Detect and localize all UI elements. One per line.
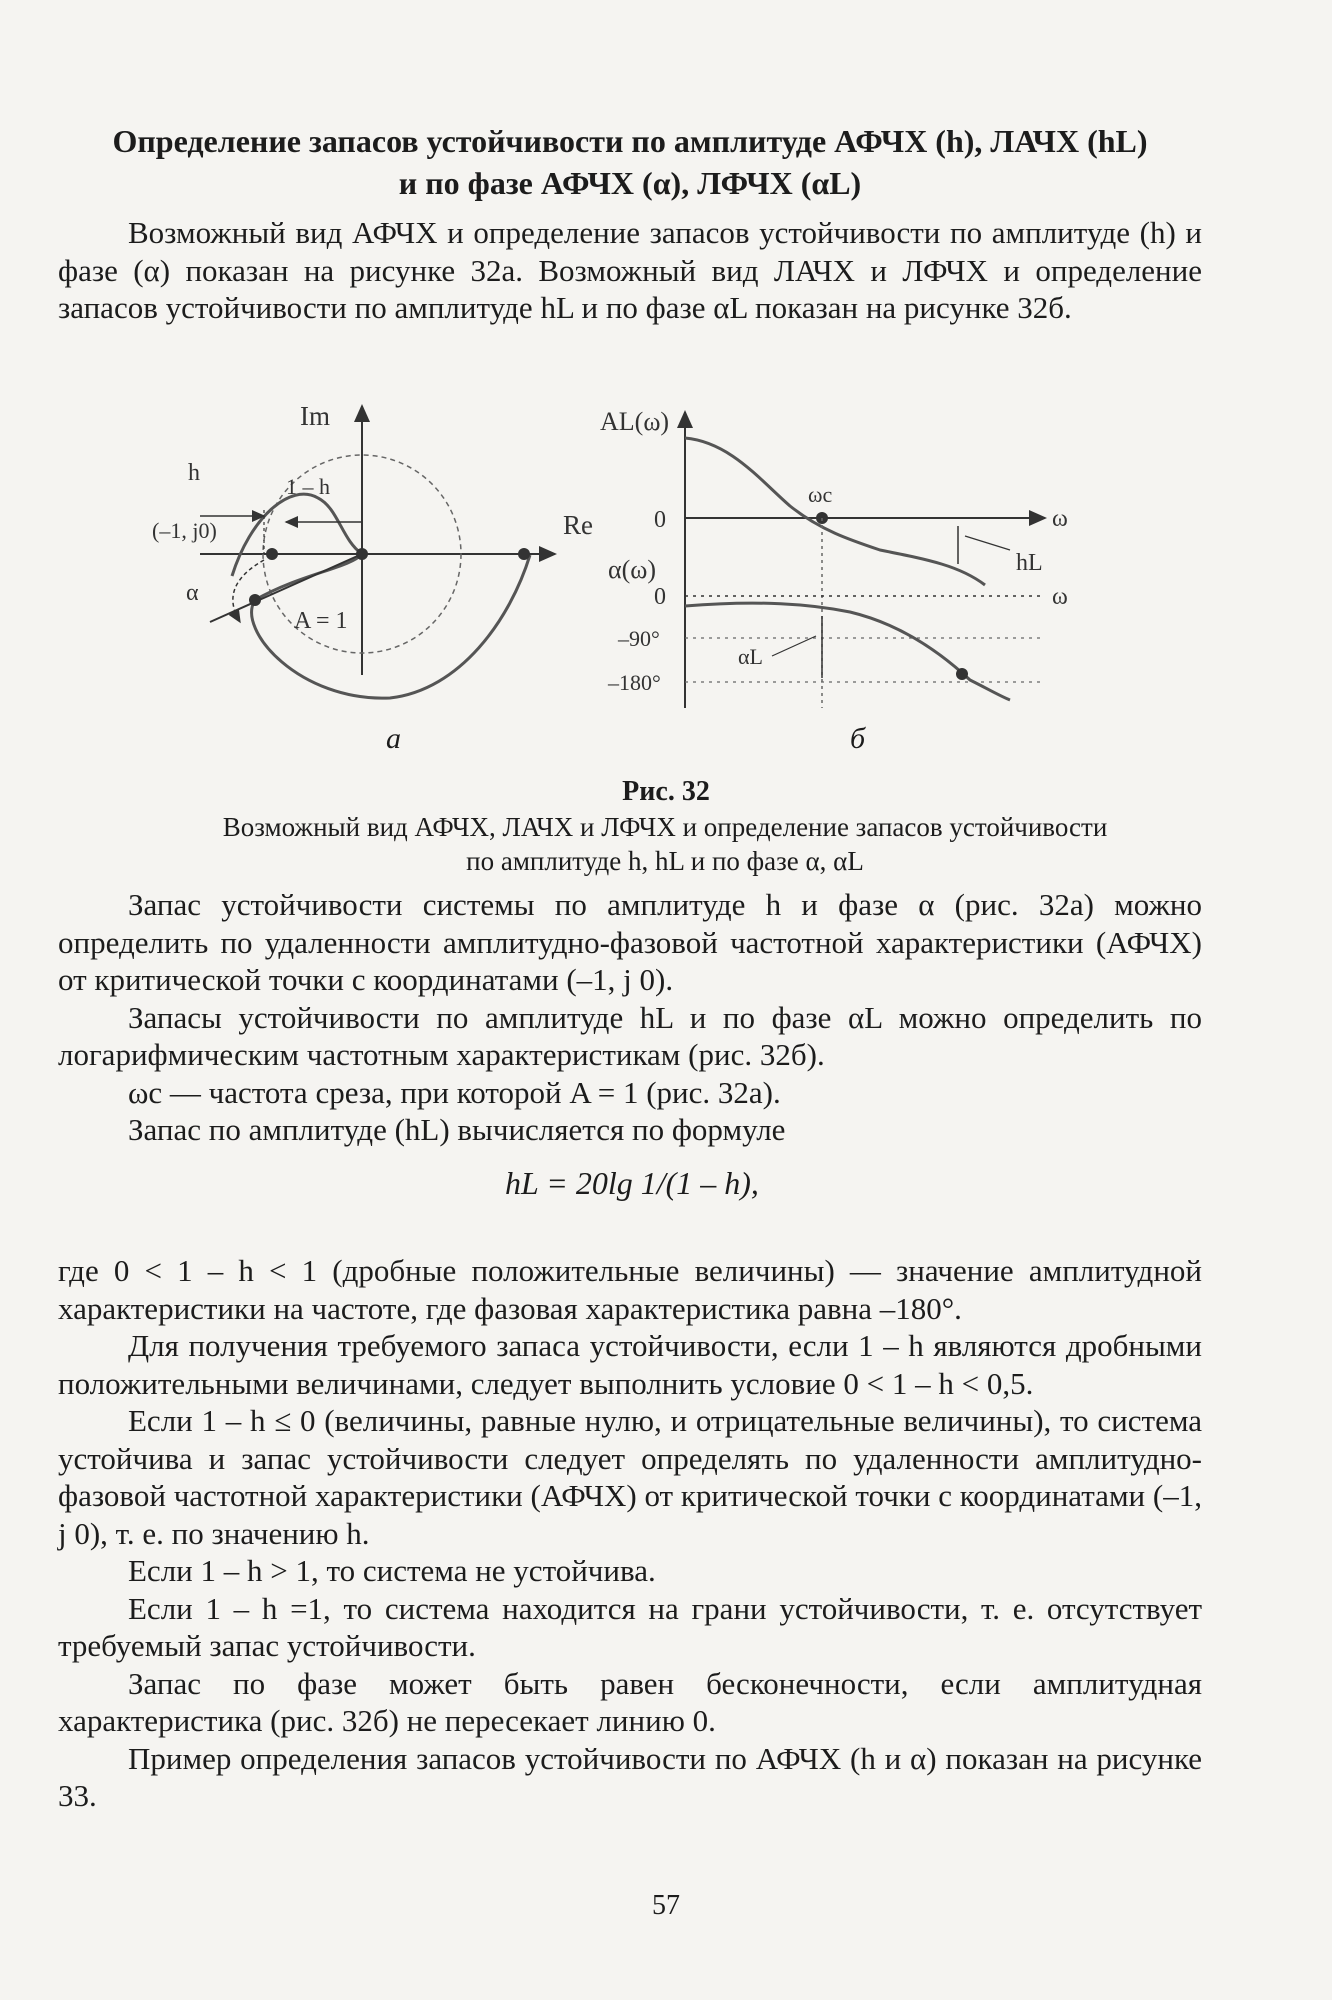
amplitude-curve xyxy=(685,438,985,585)
formula: hL = 20lg 1/(1 – h), xyxy=(505,1165,759,1201)
im-label: Im xyxy=(300,401,330,431)
alpha-arc xyxy=(233,560,264,622)
one-minus-h-label: 1 – h xyxy=(286,474,330,499)
formula-block xyxy=(0,1165,1332,1245)
intro-text: Возможный вид АФЧХ и определение запасов устойчивости по амплитуде (h) и фазе (α) показан на рисунке 32а. Возможный вид ЛАЧХ и ЛФЧХ и определение запасов устойчивости по амплитуде hL и по фазе αL показан на рисунке 32б. xyxy=(58,215,1202,325)
body-block-2 xyxy=(58,1252,1202,1815)
alpha-point-dot xyxy=(249,594,261,606)
minus180-label: –180° xyxy=(608,670,661,695)
h-label: h xyxy=(188,460,200,486)
critical-point-label: (–1, j0) xyxy=(152,518,217,543)
paragraph: Запас устойчивости системы по амплитуде h и фазе α (рис. 32а) можно определить по удаленности амплитудно-фазовой частотной характеристики (АФЧХ) от критической точки с координатами (–1, j 0). xyxy=(58,887,1202,997)
hl-label: hL xyxy=(1016,550,1043,576)
omega-top-label: ω xyxy=(1052,506,1068,532)
zero-label-bottom: 0 xyxy=(654,584,666,610)
alphal-pointer xyxy=(772,636,816,656)
re-crossing-dot xyxy=(518,548,530,560)
paragraph: где 0 < 1 – h < 1 (дробные положительные величины) — значение амплитудной характеристики на частоте, где фазовая характеристика равна –180°. xyxy=(58,1253,1202,1326)
nyquist-plot xyxy=(152,401,593,698)
critical-point-dot xyxy=(266,548,278,560)
intro-paragraph xyxy=(58,214,1202,327)
figure-letter-b: б xyxy=(850,722,866,755)
a-equals-one-label: A = 1 xyxy=(294,608,348,634)
omega-c-label: ωc xyxy=(808,482,833,507)
figure-caption xyxy=(100,810,1230,878)
omega-bottom-label: ω xyxy=(1052,584,1068,610)
zero-label-top: 0 xyxy=(654,507,666,533)
alpha-axis-label: α(ω) xyxy=(608,555,657,584)
figure-svg xyxy=(0,390,1332,770)
paragraph: ωc — частота среза, при которой A = 1 (рис. 32а). xyxy=(128,1074,781,1110)
alpha-label: α xyxy=(186,580,199,606)
phase-curve xyxy=(685,603,1010,700)
paragraph: Для получения требуемого запаса устойчивости, если 1 – h являются дробными положительными величинами, следует выполнить условие 0 < 1 – h < 0,5. xyxy=(58,1328,1202,1401)
figure-32 xyxy=(0,390,1332,770)
section-title xyxy=(40,120,1220,204)
paragraph: Если 1 – h ≤ 0 (величины, равные нулю, и отрицательные величины), то система устойчива и запас устойчивости следует определять по удаленности амплитудно-фазовой частотной характеристики (АФЧХ) от критической точки с координатами (–1, j 0), т. е. по значению h. xyxy=(58,1403,1202,1551)
hl-pointer xyxy=(965,536,1010,550)
alphal-label: αL xyxy=(738,644,763,669)
page-number: 57 xyxy=(652,1890,680,1921)
re-label: Re xyxy=(563,510,593,540)
paragraph: Запас по фазе может быть равен бесконечности, если амплитудная характеристика (рис. 32б) не пересекает линию 0. xyxy=(58,1665,1202,1738)
figure-letter-a: а xyxy=(386,722,401,755)
origin-dot xyxy=(356,548,368,560)
section-title-line2: и по фазе АФЧХ (α), ЛФЧХ (αL) xyxy=(398,165,862,201)
figure-caption-line2: по амплитуде h, hL и по фазе α, αL xyxy=(466,846,864,876)
nyquist-curve xyxy=(232,494,530,698)
phase-point-dot xyxy=(956,668,968,680)
paragraph: Если 1 – h =1, то система находится на грани устойчивости, т. е. отсутствует требуемый запас устойчивости. xyxy=(58,1590,1202,1663)
figure-number: Рис. 32 xyxy=(622,776,710,807)
bode-plots xyxy=(600,407,1068,708)
paragraph: Запасы устойчивости по амплитуде hL и по фазе αL можно определить по логарифмическим частотным характеристикам (рис. 32б). xyxy=(58,999,1202,1072)
paragraph: Пример определения запасов устойчивости по АФЧХ (h и α) показан на рисунке 33. xyxy=(58,1740,1202,1813)
body-block-1 xyxy=(58,886,1202,1149)
paragraph: Если 1 – h > 1, то система не устойчива. xyxy=(128,1553,656,1588)
section-title-line1: Определение запасов устойчивости по амплитуде АФЧХ (h), ЛАЧХ (hL) xyxy=(112,123,1148,159)
paragraph: Запас по амплитуде (hL) вычисляется по формуле xyxy=(128,1112,786,1147)
figure-caption-line1: Возможный вид АФЧХ, ЛАЧХ и ЛФЧХ и определение запасов устойчивости xyxy=(222,812,1108,842)
minus90-label: –90° xyxy=(618,626,660,651)
al-axis-label: AL(ω) xyxy=(600,407,670,436)
